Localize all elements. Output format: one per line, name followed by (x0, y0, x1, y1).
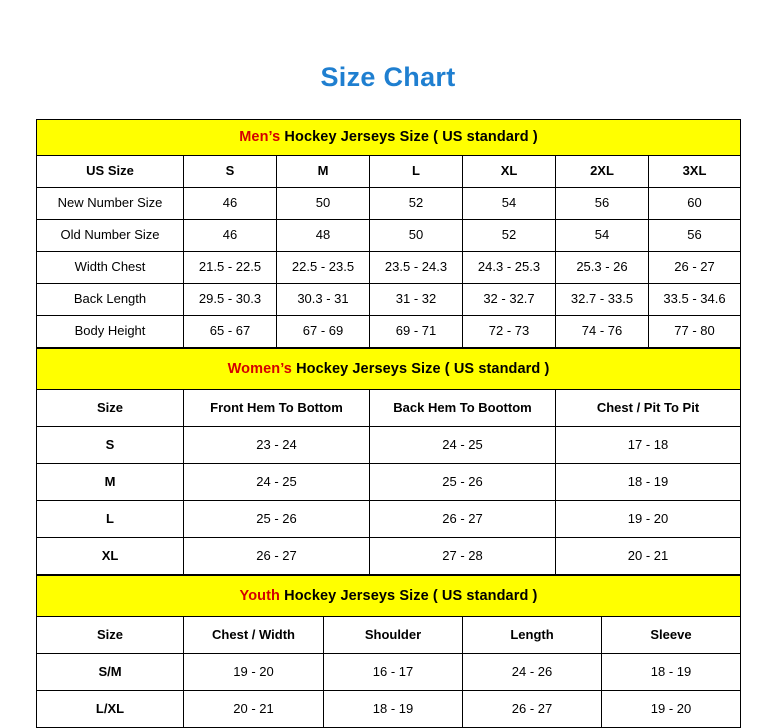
mens-row-4-val-2: 69 - 71 (370, 316, 463, 348)
mens-row-0-val-4: 56 (556, 188, 649, 220)
table-row (37, 316, 741, 348)
mens-row-4-label: Body Height (37, 316, 184, 348)
youth-row-1-val-2: 26 - 27 (463, 691, 602, 728)
womens-row-1-val-2: 18 - 19 (556, 464, 741, 501)
mens-row-1-val-4: 54 (556, 220, 649, 252)
womens-row-3-val-0: 26 - 27 (184, 538, 370, 575)
mens-row-4-val-4: 74 - 76 (556, 316, 649, 348)
mens-row-0-label: New Number Size (37, 188, 184, 220)
mens-row-3-val-1: 30.3 - 31 (277, 284, 370, 316)
mens-row-3-val-0: 29.5 - 30.3 (184, 284, 277, 316)
youth-col-4: Sleeve (602, 617, 741, 654)
mens-row-3-val-3: 32 - 32.7 (463, 284, 556, 316)
mens-row-2-val-3: 24.3 - 25.3 (463, 252, 556, 284)
mens-col-1: S (184, 156, 277, 188)
womens-banner-rest: Hockey Jerseys Size ( US standard ) (291, 360, 550, 377)
mens-col-4: XL (463, 156, 556, 188)
table-banner-row (37, 576, 741, 617)
youth-banner-rest: Hockey Jerseys Size ( US standard ) (280, 587, 538, 604)
womens-row-0-val-2: 17 - 18 (556, 427, 741, 464)
table-header-row (37, 617, 741, 654)
womens-row-3-val-1: 27 - 28 (370, 538, 556, 575)
mens-col-0: US Size (37, 156, 184, 188)
youth-row-0-val-3: 18 - 19 (602, 654, 741, 691)
womens-row-0-val-0: 23 - 24 (184, 427, 370, 464)
mens-row-1-val-3: 52 (463, 220, 556, 252)
mens-row-3-label: Back Length (37, 284, 184, 316)
mens-row-1-label: Old Number Size (37, 220, 184, 252)
table-row (37, 538, 741, 575)
womens-banner (37, 349, 741, 390)
table-banner-row (37, 349, 741, 390)
womens-col-0: Size (37, 390, 184, 427)
womens-col-1: Front Hem To Bottom (184, 390, 370, 427)
mens-row-2-val-5: 26 - 27 (649, 252, 741, 284)
mens-row-0-val-3: 54 (463, 188, 556, 220)
table-row (37, 188, 741, 220)
womens-size-table (36, 348, 741, 575)
mens-row-2-val-4: 25.3 - 26 (556, 252, 649, 284)
mens-row-4-val-0: 65 - 67 (184, 316, 277, 348)
womens-banner-accent: Women’s (227, 360, 292, 377)
table-row (37, 464, 741, 501)
mens-banner (37, 120, 741, 156)
youth-row-1-val-1: 18 - 19 (324, 691, 463, 728)
womens-row-2-val-0: 25 - 26 (184, 501, 370, 538)
mens-row-2-val-0: 21.5 - 22.5 (184, 252, 277, 284)
table-row (37, 691, 741, 728)
mens-col-3: L (370, 156, 463, 188)
table-header-row (37, 156, 741, 188)
table-row (37, 654, 741, 691)
mens-row-2-val-2: 23.5 - 24.3 (370, 252, 463, 284)
mens-row-0-val-1: 50 (277, 188, 370, 220)
youth-row-0-val-0: 19 - 20 (184, 654, 324, 691)
womens-row-2-label: L (37, 501, 184, 538)
table-row (37, 427, 741, 464)
mens-row-4-val-1: 67 - 69 (277, 316, 370, 348)
youth-row-0-val-2: 24 - 26 (463, 654, 602, 691)
womens-col-2: Back Hem To Boottom (370, 390, 556, 427)
womens-row-0-label: S (37, 427, 184, 464)
mens-banner-rest: Hockey Jerseys Size ( US standard ) (280, 129, 538, 146)
mens-row-3-val-4: 32.7 - 33.5 (556, 284, 649, 316)
mens-col-6: 3XL (649, 156, 741, 188)
youth-size-table (36, 575, 741, 728)
womens-row-3-val-2: 20 - 21 (556, 538, 741, 575)
mens-row-1-val-2: 50 (370, 220, 463, 252)
mens-col-5: 2XL (556, 156, 649, 188)
mens-row-1-val-0: 46 (184, 220, 277, 252)
womens-row-0-val-1: 24 - 25 (370, 427, 556, 464)
table-banner-row (37, 120, 741, 156)
youth-row-1-val-0: 20 - 21 (184, 691, 324, 728)
womens-row-3-label: XL (37, 538, 184, 575)
youth-row-0-label: S/M (37, 654, 184, 691)
table-row (37, 284, 741, 316)
table-row (37, 501, 741, 538)
table-header-row (37, 390, 741, 427)
mens-row-3-val-2: 31 - 32 (370, 284, 463, 316)
mens-row-2-label: Width Chest (37, 252, 184, 284)
mens-row-4-val-3: 72 - 73 (463, 316, 556, 348)
mens-row-0-val-0: 46 (184, 188, 277, 220)
mens-col-2: M (277, 156, 370, 188)
womens-row-2-val-1: 26 - 27 (370, 501, 556, 538)
youth-banner-accent: Youth (239, 587, 281, 604)
mens-size-table (36, 119, 741, 348)
womens-row-1-val-0: 24 - 25 (184, 464, 370, 501)
youth-row-1-val-3: 19 - 20 (602, 691, 741, 728)
youth-col-1: Chest / Width (184, 617, 324, 654)
tables-container (36, 119, 740, 728)
youth-row-0-val-1: 16 - 17 (324, 654, 463, 691)
mens-row-4-val-5: 77 - 80 (649, 316, 741, 348)
youth-col-2: Shoulder (324, 617, 463, 654)
womens-row-2-val-2: 19 - 20 (556, 501, 741, 538)
mens-row-1-val-5: 56 (649, 220, 741, 252)
mens-row-0-val-5: 60 (649, 188, 741, 220)
mens-row-1-val-1: 48 (277, 220, 370, 252)
mens-row-2-val-1: 22.5 - 23.5 (277, 252, 370, 284)
youth-col-3: Length (463, 617, 602, 654)
mens-row-0-val-2: 52 (370, 188, 463, 220)
youth-row-1-label: L/XL (37, 691, 184, 728)
womens-row-1-val-1: 25 - 26 (370, 464, 556, 501)
mens-banner-accent: Men’s (239, 129, 281, 146)
youth-banner (37, 576, 741, 617)
page-title: Size Chart (320, 62, 456, 92)
womens-row-1-label: M (37, 464, 184, 501)
table-row (37, 220, 741, 252)
youth-col-0: Size (37, 617, 184, 654)
womens-col-3: Chest / Pit To Pit (556, 390, 741, 427)
mens-row-3-val-5: 33.5 - 34.6 (649, 284, 741, 316)
table-row (37, 252, 741, 284)
